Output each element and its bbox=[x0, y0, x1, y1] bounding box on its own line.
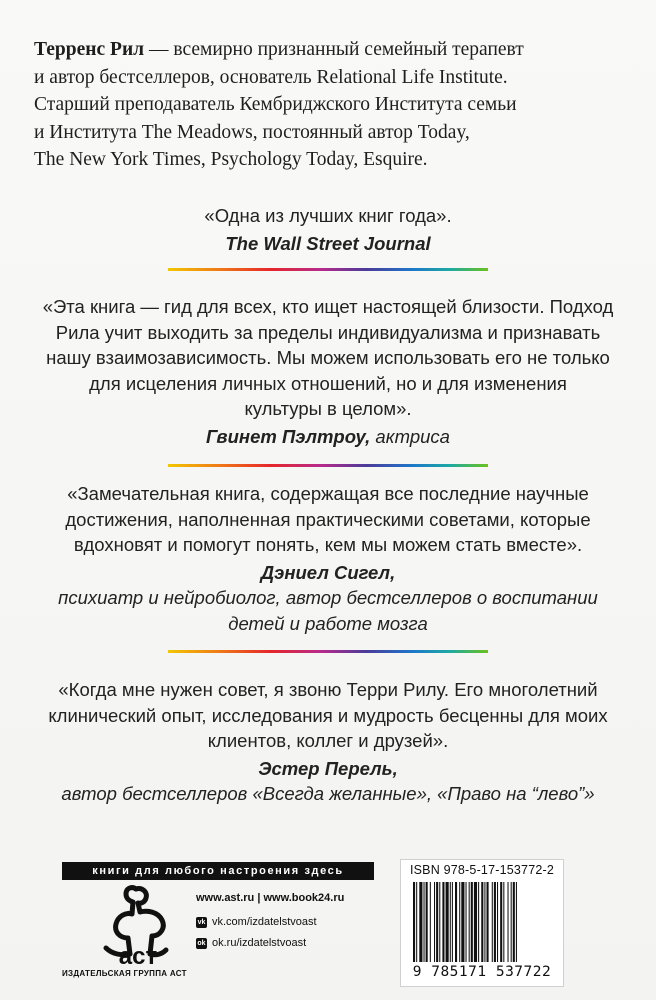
review-quote-line: клинический опыт, исследования и мудрость бесценны для моих bbox=[48, 704, 608, 726]
review-role bbox=[40, 781, 616, 807]
barcode-bar bbox=[516, 882, 517, 962]
vk-link[interactable]: vk.com/izdatelstvoast bbox=[212, 916, 317, 928]
review-source: The Wall Street Journal bbox=[225, 232, 431, 254]
barcode-bar bbox=[503, 882, 504, 962]
review-source: Гвинет Пэлтроу, bbox=[206, 425, 371, 447]
barcode-bar bbox=[481, 882, 483, 962]
barcode-bar bbox=[455, 882, 457, 962]
barcode-bar bbox=[478, 882, 479, 962]
review-role: актриса bbox=[370, 425, 450, 447]
barcode-bar bbox=[436, 882, 438, 962]
review-role-line: автор бестселлеров «Всегда желанные», «Право на “лево”» bbox=[61, 783, 595, 804]
barcode-bar bbox=[450, 882, 451, 962]
barcode-bar bbox=[500, 882, 502, 962]
review-quote-line: «Одна из лучших книг года». bbox=[204, 205, 452, 226]
review-role-line: психиатр и нейробиолог, автор бестселлеров о воспитании bbox=[58, 587, 598, 608]
review-quote-line: «Когда мне нужен совет, я звоню Терри Рилу. Его многолетний bbox=[58, 679, 598, 700]
author-bio bbox=[34, 36, 634, 174]
barcode-bar bbox=[487, 882, 489, 962]
review-quote-line: культуры в целом». bbox=[244, 398, 412, 419]
barcode-bar bbox=[484, 882, 485, 962]
author-bio-line: The New York Times, Psychology Today, Esquire. bbox=[34, 149, 428, 170]
review-block bbox=[40, 677, 616, 807]
publisher-name: ИЗДАТЕЛЬСКАЯ ГРУППА АСТ bbox=[62, 969, 187, 978]
review-quote bbox=[40, 481, 616, 558]
barcode-bar bbox=[461, 882, 464, 962]
ast-logo-icon bbox=[92, 884, 182, 980]
barcode-bar bbox=[471, 882, 473, 962]
barcode-bar bbox=[430, 882, 431, 962]
review-quote-line: «Эта книга — гид для всех, кто ищет настоящей близости. Подход bbox=[42, 296, 614, 317]
review-block bbox=[40, 294, 616, 449]
barcode-bar bbox=[416, 882, 417, 962]
barcode-bar bbox=[413, 882, 415, 962]
review-quote-line: клиентов, коллег и друзей». bbox=[207, 730, 449, 751]
review-quote bbox=[40, 203, 616, 229]
rainbow-divider bbox=[168, 464, 488, 467]
barcode-bar bbox=[474, 882, 477, 962]
barcode-bar bbox=[511, 882, 512, 962]
review-quote-line: Рила учит выходить за пределы индивидуализма и признавать bbox=[55, 321, 601, 343]
barcode-bar bbox=[459, 882, 460, 962]
barcode-bar bbox=[494, 882, 496, 962]
review-quote-line: для исцеления личных отношений, но и для изменения bbox=[89, 372, 567, 394]
ok-link[interactable]: ok.ru/izdatelstvoast bbox=[212, 937, 307, 949]
barcode-icon bbox=[413, 882, 551, 964]
ok-row[interactable] bbox=[196, 935, 376, 951]
barcode-bar bbox=[419, 882, 422, 962]
vk-row[interactable] bbox=[196, 914, 376, 930]
review-source: Эстер Перель, bbox=[258, 757, 398, 779]
barcode-bar bbox=[513, 882, 515, 962]
ok-icon: ok bbox=[197, 939, 206, 947]
review-block bbox=[40, 203, 616, 256]
tagline-banner: книги для любого настроения здесь bbox=[62, 862, 374, 880]
barcode-bar bbox=[424, 882, 425, 962]
review-role bbox=[40, 585, 616, 636]
barcode-bar bbox=[497, 882, 498, 962]
review-role-line: детей и работе мозга bbox=[228, 612, 428, 634]
barcode-bar bbox=[446, 882, 449, 962]
barcode-bar bbox=[466, 882, 467, 962]
barcode-bar bbox=[434, 882, 435, 962]
isbn-label: ISBN 978-5-17-153772-2 bbox=[409, 863, 555, 877]
ast-logo-text: аст bbox=[118, 943, 158, 970]
author-bio-line: и Института The Meadows, постоянный автор Today, bbox=[34, 121, 470, 143]
barcode-number: 9 785171 537722 bbox=[412, 964, 552, 980]
isbn-barcode bbox=[400, 859, 564, 987]
review-quote-line: достижения, наполненная практическими советами, которые bbox=[65, 508, 591, 530]
author-bio-line: Старший преподаватель Кембриджского Института семьи bbox=[34, 94, 517, 115]
author-bio-line: и автор бестселлеров, основатель Relational Life Institute. bbox=[34, 66, 508, 88]
barcode-bar bbox=[442, 882, 444, 962]
barcode-bar bbox=[508, 882, 509, 962]
websites-link[interactable]: www.ast.ru | www.book24.ru bbox=[196, 892, 345, 904]
review-quote bbox=[40, 294, 616, 422]
author-name: Терренс Рил bbox=[34, 39, 145, 60]
review-quote-line: вдохновят и помогут понять, кем мы можем стать вместе». bbox=[73, 534, 583, 555]
publisher-links bbox=[196, 892, 376, 956]
barcode-bar bbox=[492, 882, 493, 962]
barcode-bar bbox=[426, 882, 428, 962]
review-block bbox=[40, 481, 616, 636]
review-source: Дэниел Сигел, bbox=[260, 561, 396, 583]
review-quote-line: «Замечательная книга, содержащая все последние научные bbox=[67, 483, 589, 504]
author-bio-line: — всемирно признанный семейный терапевт bbox=[144, 39, 524, 60]
review-quote-line: нашу взаимозависимость. Мы можем использовать его не только bbox=[46, 347, 610, 368]
review-quote bbox=[40, 677, 616, 754]
rainbow-divider bbox=[168, 268, 488, 271]
vk-icon: vk bbox=[197, 918, 206, 926]
barcode-bar bbox=[439, 882, 440, 962]
barcode-bar bbox=[452, 882, 453, 962]
barcode-bar bbox=[469, 882, 470, 962]
rainbow-divider bbox=[168, 650, 488, 653]
